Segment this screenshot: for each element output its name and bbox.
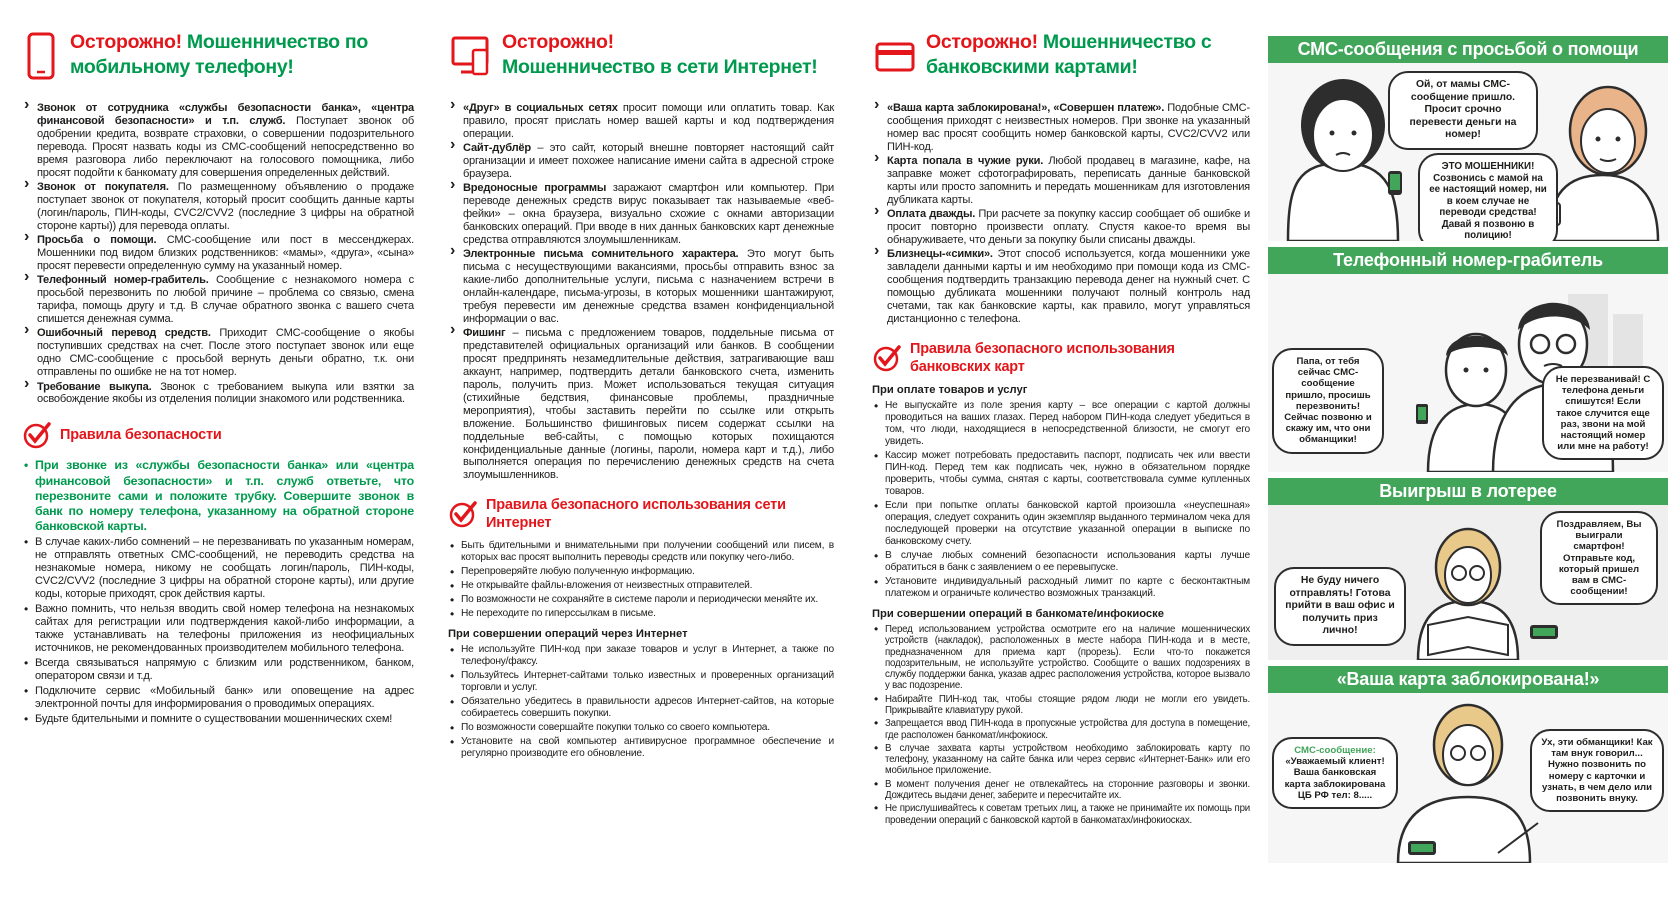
fraud-scheme-item: › Просьба о помощи. СМС-сообщение или пост в мессенджерах. Мошенники под видом близких родственников: «мамы», «друга», «сына» просят перевести определенную сумму на указанный номер. xyxy=(22,234,414,273)
speech-bubble-daughter: Ой, от мамы СМС-сообщение пришло. Просит срочно перевести деньги на номер! xyxy=(1388,71,1538,150)
rules-header xyxy=(22,420,414,450)
rules-title: Правила безопасного использования банковских карт xyxy=(910,340,1175,375)
safety-rules-list xyxy=(22,458,414,726)
rule-item: • По возможности не сохраняйте в системе пароли и периодически меняйте их. xyxy=(448,594,834,606)
speech-bubble-son: Папа, от тебя сейчас СМС-сообщение пришло, просишь перезвонить! Сейчас позвоню и скажу им, что они обманщики! xyxy=(1272,348,1384,454)
scenario-band-lottery: Выигрыш в лотерее xyxy=(1268,478,1668,505)
fraud-schemes-list xyxy=(872,102,1250,326)
fraud-scheme-item: › Требование выкупа. Звонок с требованием выкупа или взятки за освобождение якобы из отделения полиции знакомого или родственника. xyxy=(22,381,414,407)
section-title-cards: Осторожно! Мошенничество с банковскими картами! xyxy=(926,31,1212,78)
rule-item: • Перепроверяйте любую полученную информацию. xyxy=(448,566,834,578)
section-header-cards xyxy=(872,30,1250,102)
rule-item: • В момент получения денег не отвлекайтесь на сторонние разговоры и звонки. Дождитесь выдачи денег, заберите и пересчитайте их. xyxy=(872,779,1250,802)
rule-item: • В случае захвата карты устройством необходимо заблокировать карту по телефону, указанному на сайте банка или через сервис «Интернет-Банк» или его мобильное приложение. xyxy=(872,743,1250,777)
rule-item: • Не открывайте файлы-вложения от неизвестных отправителей. xyxy=(448,580,834,592)
comic-panel-help-sms xyxy=(1268,63,1668,241)
speech-bubble-woman: Не буду ничего отправлять! Готова прийти в ваш офис и получить приз лично! xyxy=(1274,567,1406,646)
rule-item: • Запрещается ввод ПИН-кода в пропускные устройства для доступа в помещение, где расположен банкомат/инфокиоск. xyxy=(872,718,1250,741)
rule-item: • Перед использованием устройства осмотрите его на наличие мошеннических устройств (накладок), расположенных в месте набора ПИН-кода и в месте, предназначенном для приема карт (прорезь). Если что-то покажется подозрительным, не используйте устройство. Сообщите о ваших подозрениях в службу поддержки банка, указав адрес расположения устройства, которое вызвало у вас подозрение. xyxy=(872,624,1250,692)
rule-item: • Подключите сервис «Мобильный банк» или оповещение на адрес электронной почты для информирования о проводимых операциях. xyxy=(22,685,414,711)
rule-item: • Не переходите по гиперссылкам в письме. xyxy=(448,608,834,620)
rules-title: Правила безопасного использования сети Интернет xyxy=(486,497,786,532)
rules-title: Правила безопасности xyxy=(60,427,222,444)
comic-panel-phone-robber xyxy=(1268,274,1668,472)
comic-panel-card-blocked xyxy=(1268,693,1668,863)
subsection-title-payments: При оплате товаров и услуг xyxy=(872,383,1028,396)
check-circle-icon xyxy=(448,499,478,529)
mobile-phone-icon xyxy=(22,32,60,82)
column-card-fraud xyxy=(872,30,1250,828)
column-mobile-fraud xyxy=(22,30,414,728)
rule-item: • Установите индивидуальный расходный лимит по карте с бесконтактным платежом и ограничьте количество возможных транзакций. xyxy=(872,576,1250,600)
rule-item: • Быть бдительными и внимательными при получении сообщений или писем, в которых вас просят выполнить переводы средств или покупку чего-либо. xyxy=(448,540,834,564)
rule-item: • Если при попытке оплаты банковской картой произошла «неуспешная» операция, следует сохранить один экземпляр выданного терминалом чека для последующей проверки на отсутствие указанной операции в выписке по банковскому счету. xyxy=(872,500,1250,548)
fraud-scheme-item: › Оплата дважды. При расчете за покупку кассир сообщает об ошибке и просит повторно произвести оплату. Спустя какое-то время вы обнаруживаете, что деньги за покупку были списаны дважды. xyxy=(872,208,1250,247)
comic-panel-lottery xyxy=(1268,505,1668,660)
column-comic-scenarios xyxy=(1268,36,1668,863)
section-header-mobile xyxy=(22,30,414,102)
speech-bubble-sms-blocked: СМС-сообщение: «Уважаемый клиент! Ваша банковская карта заблокирована ЦБ РФ тел: 8..... xyxy=(1272,737,1398,809)
rule-item: • При звонке из «службы безопасности банка» или «центра финансовой безопасности» и т.п. служб ответьте, что перезвоните сами и положите трубку. Совершите звонок в банк по номеру телефона, указанному на обратной стороне банковской карты. xyxy=(22,458,414,534)
speech-bubble-father: Не перезванивай! С телефона деньги спишутся! Если такое случится еще раз, звони на мой настоящий номер или мне на работу! xyxy=(1542,366,1664,460)
fraud-scheme-item: › Электронные письма сомнительного характера. Это могут быть письма с несуществующими вакансиями, просьбы отправить взнос за какие-либо дополнительные услуги, письма с назначением встречи в онлайн-календаре, письма-угрозы, в которых мошенники шантажируют, требуя перевести им денежные средства взамен конфиденциальной информации о вас. xyxy=(448,248,834,325)
fraud-schemes-list xyxy=(22,102,414,406)
speech-bubble-grandmother: Ух, эти обманщики! Как там внук говорил... Нужно позвонить по номеру с карточки и узнать, в чем дело или позвонить внуку. xyxy=(1530,729,1664,812)
section-title-internet: Осторожно! Мошенничество в сети Интернет! xyxy=(502,31,818,78)
rule-item: • В случае любых сомнений безопасности использования карты лучше обратиться в банк с заявлением о ее перевыпуске. xyxy=(872,550,1250,574)
section-title-mobile: Осторожно! Мошенничество по мобильному телефону! xyxy=(70,31,368,78)
speech-bubble-mother: ЭТО МОШЕННИКИ! Созвонись с мамой на ее настоящий номер, ни в коем случае не переводи средства! Давай я позвоню в полицию! xyxy=(1418,153,1558,241)
fraud-schemes-list xyxy=(448,102,834,482)
devices-icon xyxy=(448,32,492,82)
atm-rules-list xyxy=(872,624,1250,826)
fraud-scheme-item: › «Друг» в социальных сетях просит помощи или оплатить товар. Как правило, просят прислать номер вашей карты и код подтверждения операции. xyxy=(448,102,834,141)
fraud-scheme-item: › Близнецы-«симки». Этот способ используется, когда мошенники уже завладели данными карты и им необходимо при помощи кода из СМС-сообщения подтвердить транзакцию перевода денег на нужный счет. С помощью дубликата мошенники получают полный контроль над счетами, так как банковские карты, как правило, могут управляться дистанционно с телефона. xyxy=(872,248,1250,325)
rule-item: • Важно помнить, что нельзя вводить свой номер телефона на незнакомых сайтах для регистрации или подтверждения какой-либо информации, а также устанавливать на телефоны приложения из неофициальных источников, не рекомендованных производителем мобильного телефона. xyxy=(22,603,414,655)
scenario-band-phone-robber: Телефонный номер-грабитель xyxy=(1268,247,1668,274)
rule-item: • Кассир может потребовать предоставить паспорт, подписать чек или ввести ПИН-код. Перед тем как подписать чек, нужно в обязательном порядке проверить, чтобы сумма, снятая с карты, соответствовала сумме купленных товаров. xyxy=(872,450,1250,498)
safety-rules-list xyxy=(448,540,834,620)
scenario-band-help-sms: СМС-сообщения с просьбой о помощи xyxy=(1268,36,1668,63)
rule-item: • По возможности совершайте покупки только со своего компьютера. xyxy=(448,722,834,734)
internet-operations-rules xyxy=(448,644,834,760)
fraud-scheme-item: › Телефонный номер-грабитель. Сообщение с незнакомого номера с просьбой перезвонить по любой причине – проблема со связью, смена тарифа, помощь другу и т.д. В случае обратного звонка с вашего счета спишется денежная сумма. xyxy=(22,274,414,326)
subsection-title: При совершении операций через Интернет xyxy=(448,628,688,641)
speech-bubble-sms-lottery: Поздравляем, Вы выиграли смартфон! Отправьте код, который пришел вам в СМС-сообщении! xyxy=(1540,511,1658,605)
rule-item: • Набирайте ПИН-код так, чтобы стоящие рядом люди не могли его увидеть. Прикрывайте клавиатуру рукой. xyxy=(872,694,1250,717)
check-circle-icon xyxy=(872,343,902,373)
fraud-scheme-item: › Карта попала в чужие руки. Любой продавец в магазине, кафе, на заправке может сфотографировать, переписать данные банковской карты или просто запомнить и передать мошенникам для изготовления дубликата карты. xyxy=(872,155,1250,207)
rules-header xyxy=(872,340,1250,376)
rule-item: • Обязательно убедитесь в правильности адресов Интернет-сайтов, на которые собираетесь совершить покупки. xyxy=(448,696,834,720)
fraud-scheme-item: › Ошибочный перевод средств. Приходит СМС-сообщение о якобы поступивших средствах на счет. После этого поступает звонок или еще одно СМС-сообщение с просьбой вернуть деньги обратно, т.к. они отправлены по ошибке не на тот номер. xyxy=(22,327,414,379)
fraud-scheme-item: › Фишинг – письма с предложением товаров, поддельные письма от представителей официальных организаций или банков. В сообщении просят предпринять незамедлительные действия, затрагивающие ваш аккаунт, например, подтвердить детали банковского счета, изменить пароль, получить приз. Может использоваться текущая ситуация (стихийные бедствия, финансовые проблемы, праздничные мероприятия), чтобы заставить перейти по ссылке или открыть вложение. Большинство фишинговых писем содержат ссылки на поддельные веб-сайты, с помощью которых похищаются конфиденциальные данные (логины, пароли, номера карт и т.д.), либо выполняется операция по перечислению денежных средств на счета злоумышленников. xyxy=(448,327,834,482)
section-header-internet xyxy=(448,30,834,102)
fraud-scheme-item: › Звонок от покупателя. По размещенному объявлению о продаже поступает звонок от покупателя, который просит сообщить данные карты (логин/пароль, ПИН-коды, CVC2/CVV2 (последние 3 цифры на обратной стороне карты)) для перевода оплаты. xyxy=(22,181,414,233)
rule-item: • Пользуйтесь Интернет-сайтами только известных и проверенных организаций торговли и услуг. xyxy=(448,670,834,694)
column-internet-fraud xyxy=(448,30,834,762)
payment-rules-list xyxy=(872,400,1250,600)
rule-item: • Не прислушивайтесь к советам третьих лиц, а также не принимайте их помощь при проведении операций с банковской картой в банкоматах/инфокиосках. xyxy=(872,803,1250,826)
rule-item: • Не используйте ПИН-код при заказе товаров и услуг в Интернет, а также по телефону/факсу. xyxy=(448,644,834,668)
rule-item: • Установите на свой компьютер антивирусное программное обеспечение и регулярно производите его обновление. xyxy=(448,736,834,760)
subsection-title-atm: При совершении операций в банкомате/инфокиоске xyxy=(872,607,1164,620)
rule-item: • В случае каких-либо сомнений – не перезванивать по указанным номерам, не отправлять ответных СМС-сообщений, не переводить средства на незнакомые номера, никому не сообщать логин/пароль, ПИН-коды, CVC2/CVV2 (последние 3 цифры на обратной стороне карты), или другие коды, которые приходят, срок действия карты. xyxy=(22,536,414,601)
check-circle-icon xyxy=(22,420,52,450)
fraud-scheme-item: › Вредоносные программы заражают смартфон или компьютер. При переводе денежных средств вирус показывает так называемые «веб-фейки» – окна браузера, визуально схожие с окнами авторизации банковских операций. При вводе в них данных банковских карт денежные средства отправляются злоумышленникам. xyxy=(448,182,834,247)
rule-item: • Будьте бдительными и помните о существовании мошеннических схем! xyxy=(22,713,414,726)
rule-item: • Не выпускайте из поле зрения карту – все операции с картой должны проводиться на ваших глазах. Перед набором ПИН-кода следует убедиться в том, что люди, находящиеся в непосредственной близости, не смогут его увидеть. xyxy=(872,400,1250,448)
bank-card-icon xyxy=(872,32,916,82)
fraud-scheme-item: › «Ваша карта заблокирована!», «Совершен платеж». Подобные СМС-сообщения приходят с неизвестных номеров. При звонке на указанный номер вас просят сообщить номер банковской карты, CVC2/CVV2 или ПИН-код. xyxy=(872,102,1250,154)
scenario-band-card-blocked: «Ваша карта заблокирована!» xyxy=(1268,666,1668,693)
rules-header xyxy=(448,496,834,532)
rule-item: • Всегда связываться напрямую с близким или родственником, банком, оператором связи и т.д. xyxy=(22,657,414,683)
fraud-scheme-item: › Сайт-дублёр – это сайт, который внешне повторяет настоящий сайт организации и имеет похожее написание имени сайта в адресной строке браузера. xyxy=(448,142,834,181)
fraud-scheme-item: › Звонок от сотрудника «службы безопасности банка», «центра финансовой безопасности» и т.п. служб. Поступает звонок об одобрении кредита, возврате страховки, о совершении подозрительного перевода. Просят назвать коды из СМС-сообщений непосредственно во время разговора либо переключают на голосового помощника, либо просят подойти к банкомату для совершения определенных действий. xyxy=(22,102,414,179)
